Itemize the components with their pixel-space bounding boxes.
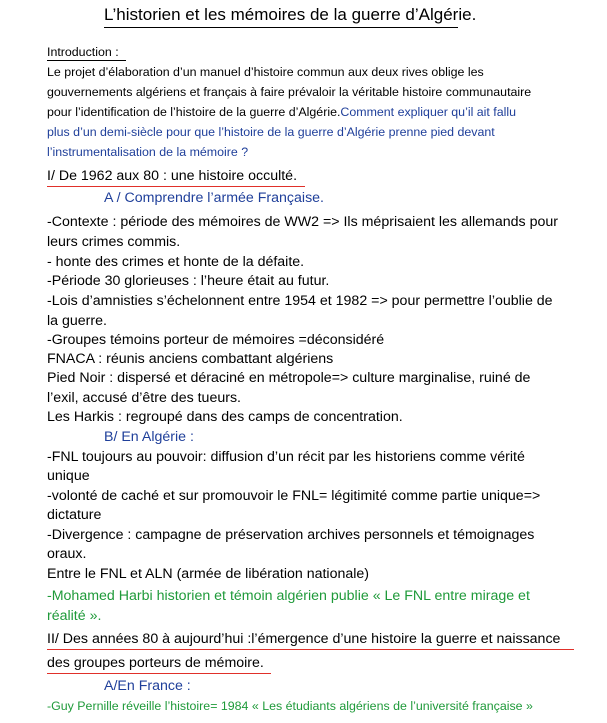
title-underline	[104, 27, 458, 28]
part1-a-line-1: -Contexte : période des mémoires de WW2 => Ils méprisaient les allemands pour	[47, 214, 558, 230]
part1-a-line-10: l’exil, accusé d’être des tueurs.	[47, 390, 241, 406]
part1-b-line-5: -Divergence : campagne de préservation archives personnels et témoignages	[47, 527, 535, 543]
intro-question-line-3: l’instrumentalisation de la mémoire ?	[47, 145, 249, 159]
part1-a-line-11: Les Harkis : regroupé dans des camps de concentration.	[47, 409, 403, 425]
part1-a-line-4: -Période 30 glorieuses : l’heure était au futur.	[47, 273, 330, 289]
part1-b-line-4: dictature	[47, 507, 102, 523]
intro-line-3-black: pour l’identification de l’histoire de la guerre d’Algérie.	[47, 105, 341, 119]
part1-a-line-9: Pied Noir : dispersé et déraciné en métropole=> culture marginalise, ruiné de	[47, 370, 531, 386]
intro-line-3	[47, 106, 516, 118]
part1-heading: I/ De 1962 aux 80 : une histoire occulté.	[47, 168, 298, 184]
part1-heading-underline	[47, 186, 305, 187]
intro-question-line-2: plus d’un demi-siècle pour que l’histoire de la guerre d’Algérie prenne pied devant	[47, 125, 495, 139]
part1-b-line-2: unique	[47, 468, 90, 484]
document-title: L’historien et les mémoires de la guerre d’Algérie.	[104, 5, 477, 24]
part1-a-line-7: -Groupes témoins porteur de mémoires =déconsidéré	[47, 332, 385, 348]
part2-heading-line-2: des groupes porteurs de mémoire.	[47, 655, 264, 671]
intro-heading-underline	[47, 60, 126, 61]
part1-b-line-1: -FNL toujours au pouvoir: diffusion d’un récit par les historiens comme vérité	[47, 449, 525, 465]
part1-a-line-3: - honte des crimes et honte de la défaite.	[47, 254, 305, 270]
part1-b-line-6: oraux.	[47, 546, 87, 562]
part2-heading-underline-2	[47, 673, 271, 674]
intro-line-2: gouvernements algériens et français à faire prévaloir la véritable histoire communautaire	[47, 85, 532, 99]
part1-a-line-2: leurs crimes commis.	[47, 234, 181, 250]
part2-subheading-a: A/En France :	[104, 678, 191, 694]
part1-a-line-8: FNACA : réunis anciens combattant algériens	[47, 351, 334, 367]
part1-subheading-b: B/ En Algérie :	[104, 429, 194, 445]
part2-a-line-1: -Guy Pernille réveille l’histoire= 1984 « Les étudiants algériens de l’université française »	[47, 699, 533, 713]
intro-heading: Introduction :	[47, 45, 119, 59]
part2-heading-underline-1	[47, 649, 574, 650]
part1-subheading-a: A / Comprendre l’armée Française.	[104, 190, 324, 206]
part2-heading-line-1: II/ Des années 80 à aujourd’hui :l’émergence d’une histoire la guerre et naissance	[47, 631, 561, 647]
intro-question-start: Comment expliquer qu’il ait fallu	[340, 105, 517, 119]
intro-line-1: Le projet d’élaboration d’un manuel d’histoire commun aux deux rives oblige les	[47, 65, 484, 79]
part1-a-line-5: -Lois d’amnisties s’échelonnent entre 1954 et 1982 => pour permettre l’oublie de	[47, 293, 553, 309]
part1-a-line-6: la guerre.	[47, 313, 107, 329]
part1-b-line-3: -volonté de caché et sur promouvoir le FNL= légitimité comme partie unique=>	[47, 488, 541, 504]
part1-b-line-8: -Mohamed Harbi historien et témoin algérien publie « Le FNL entre mirage et	[47, 588, 530, 604]
part1-b-line-9: réalité ».	[47, 608, 102, 624]
part1-b-line-7: Entre le FNL et ALN (armée de libération nationale)	[47, 566, 370, 582]
